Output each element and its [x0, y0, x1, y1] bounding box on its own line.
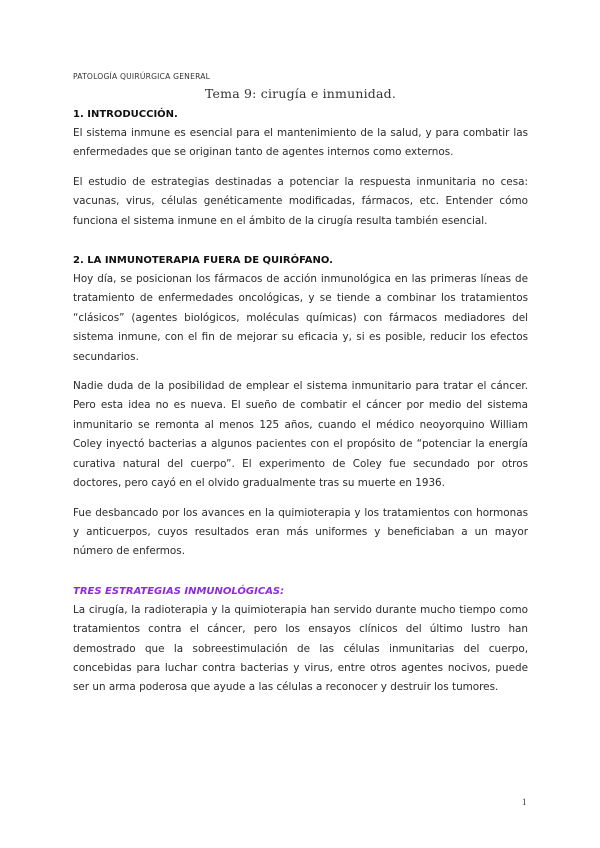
document-title: Tema 9: cirugía e inmunidad.: [204, 86, 397, 101]
paragraph: El sistema inmune es esencial para el mantenimiento de la salud, y para combatir las enfermedades que se originan tanto de agentes internos como externos.: [73, 127, 528, 159]
document-header: PATOLOGÍA QUIRÚRGICA GENERAL: [73, 72, 211, 81]
paragraph: Nadie duda de la posibilidad de emplear el sistema inmunitario para tratar el cáncer. Pero esta idea no es nueva. El sueño de combatir el cáncer por medio del sistema inmunitario se remonta al menos 125 años, cuando el médico neoyorquino William Coley inyectó bacterias a algunos pacientes con el propósito de “potenciar la energía curativa natural del cuerpo”. El experimento de Coley fue secundado por otros doctores, pero cayó en el olvido gradualmente tras su muerte en 1936.: [73, 380, 528, 490]
section-heading-immunotherapy: 2. LA INMUNOTERAPIA FUERA DE QUIRÓFANO.: [73, 255, 333, 267]
page-number: 1: [522, 797, 527, 807]
section-heading-introduction: 1. INTRODUCCIÓN.: [73, 109, 178, 120]
paragraph: La cirugía, la radioterapia y la quimioterapia han servido durante mucho tiempo como tratamientos contra el cáncer, pero los ensayos clínicos del último lustro han demostrado que la sobreestimulación de las células inmunitarias del cuerpo, concebidas para luchar contra bacterias y virus, entre otros agentes nocivos, puede ser un arma poderosa que ayude a las células a reconocer y destruir los tumores.: [73, 603, 528, 694]
section-heading-strategies: TRES ESTRATEGIAS INMUNOLÓGICAS:: [73, 585, 285, 597]
paragraph: Fue desbancado por los avances en la quimioterapia y los tratamientos con hormonas y anticuerpos, cuyos resultados eran más uniformes y beneficiaban a un mayor número de enfermos.: [73, 506, 528, 558]
paragraph: Hoy día, se posicionan los fármacos de acción inmunológica en las primeras líneas de tratamiento de enfermedades oncológicas, y se tiende a combinar los tratamientos “clásicos” (agentes biológicos, moléculas químicas) con fármacos mediadores del sistema inmune, con el fin de mejorar su eficacia y, si es posible, reducir los efectos secundarios.: [73, 273, 528, 363]
paragraph: El estudio de estrategias destinadas a potenciar la respuesta inmunitaria no cesa: vacunas, virus, células genéticamente modificadas, fármacos, etc. Entender cómo funciona el sistema inmune en el ámbito de la cirugía resulta también esencial.: [73, 175, 528, 227]
